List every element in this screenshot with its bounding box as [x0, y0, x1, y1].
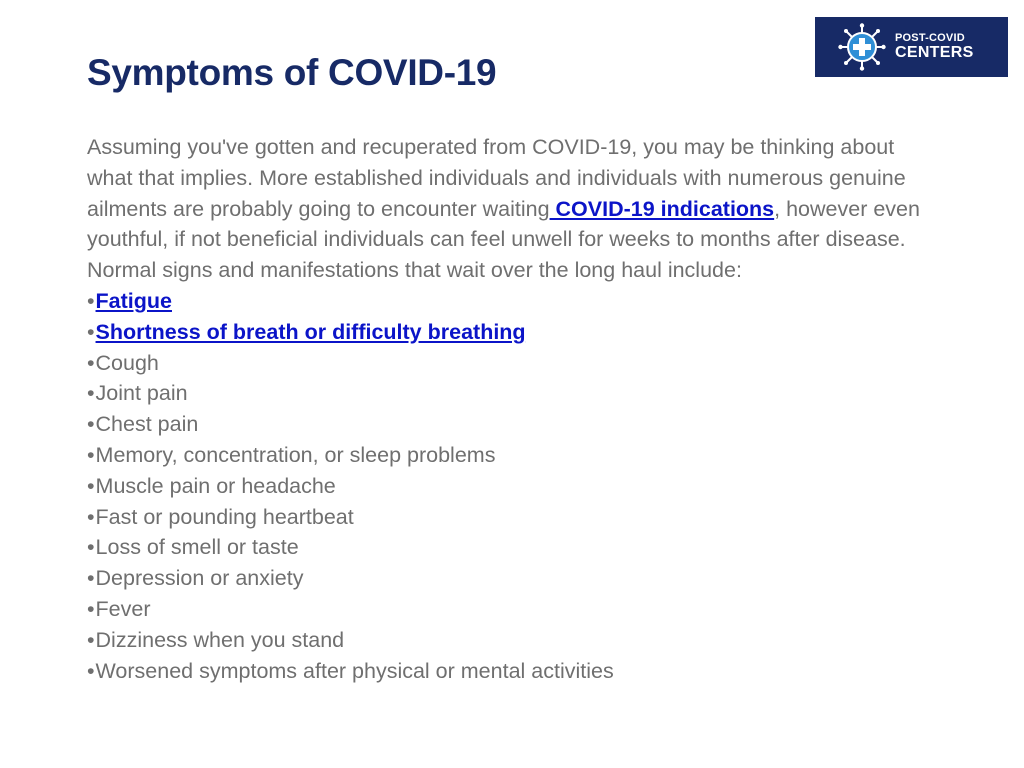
symptom-label: Joint pain	[95, 381, 188, 406]
symptom-list	[87, 286, 927, 686]
symptom-item	[87, 532, 927, 563]
symptom-item	[87, 471, 927, 502]
symptom-item	[87, 409, 927, 440]
bullet-marker: •	[87, 350, 95, 375]
symptom-item	[87, 594, 927, 625]
virus-cross-icon	[837, 22, 887, 72]
page-title: Symptoms of COVID-19	[87, 52, 497, 93]
symptom-label: Dizziness when you stand	[95, 627, 345, 652]
bullet-marker: •	[87, 412, 95, 437]
post-covid-centers-logo	[815, 17, 1008, 77]
bullet-marker: •	[87, 442, 95, 467]
content-body	[87, 132, 927, 686]
symptom-item[interactable]	[87, 286, 927, 317]
symptom-item	[87, 563, 927, 594]
bullet-marker: •	[87, 504, 95, 529]
symptom-item	[87, 656, 927, 687]
logo-line-2: CENTERS	[895, 44, 974, 61]
intro-text-after-link: , however even youthful, if not beneficial individuals can feel unwell for weeks to months after disease. Normal signs and manifestations that wait over the long haul include:	[87, 196, 920, 283]
bullet-marker: •	[87, 473, 95, 498]
logo-text	[895, 33, 974, 61]
bullet-marker: •	[87, 596, 95, 621]
symptom-item[interactable]	[87, 317, 927, 348]
intro-text-before-link: Assuming you've gotten and recuperated from COVID-19, you may be thinking about what that implies. More established individuals and individuals with numerous genuine ailments are probably going to encounter waiting	[87, 135, 906, 221]
symptom-item	[87, 378, 927, 409]
intro-paragraph	[87, 132, 927, 286]
bullet-marker: •	[87, 319, 95, 344]
symptom-item	[87, 348, 927, 379]
symptom-label: Fast or pounding heartbeat	[95, 504, 354, 529]
symptom-label: Memory, concentration, or sleep problems	[95, 442, 496, 467]
symptom-link[interactable]: Shortness of breath or difficulty breathing	[95, 319, 526, 344]
bullet-marker: •	[87, 658, 95, 683]
logo-line-1: POST-COVID	[895, 32, 965, 44]
symptom-label: Loss of smell or taste	[95, 535, 299, 560]
bullet-marker: •	[87, 566, 95, 591]
symptom-label: Cough	[95, 350, 159, 375]
symptom-label: Muscle pain or headache	[95, 473, 336, 498]
symptom-label: Worsened symptoms after physical or mental activities	[95, 658, 614, 683]
symptom-link[interactable]: Fatigue	[95, 288, 172, 313]
symptom-label: Fever	[95, 596, 151, 621]
bullet-marker: •	[87, 535, 95, 560]
bullet-marker: •	[87, 381, 95, 406]
bullet-marker: •	[87, 288, 95, 313]
covid-indications-link[interactable]: COVID-19 indications	[549, 196, 775, 221]
symptom-item	[87, 502, 927, 533]
symptom-item	[87, 625, 927, 656]
bullet-marker: •	[87, 627, 95, 652]
symptom-label: Depression or anxiety	[95, 566, 304, 591]
symptom-label: Chest pain	[95, 412, 199, 437]
symptom-item	[87, 440, 927, 471]
